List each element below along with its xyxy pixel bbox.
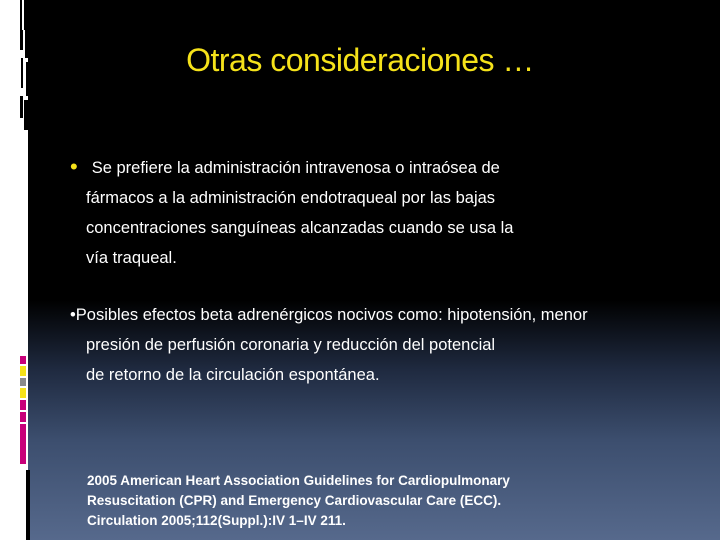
bullet-line: fármacos a la administración endotraqueal por las bajas bbox=[86, 189, 496, 207]
reference-citation bbox=[87, 471, 510, 531]
reference-line: Resuscitation (CPR) and Emergency Cardiovascular Care (ECC). bbox=[87, 493, 502, 508]
deco-square bbox=[20, 400, 26, 410]
deco-square bbox=[20, 388, 26, 398]
bullet-line bbox=[70, 151, 513, 183]
bullet-line: vía traqueal. bbox=[86, 249, 177, 267]
deco-stripe bbox=[26, 470, 30, 540]
deco-stripe bbox=[24, 0, 30, 30]
deco-stripe bbox=[20, 96, 23, 118]
slide-decoration bbox=[0, 0, 30, 540]
deco-stripe bbox=[24, 100, 30, 130]
bullet-text: Posibles efectos beta adrenérgicos nocivos como: hipotensión, menor bbox=[75, 306, 588, 324]
deco-square bbox=[20, 378, 26, 386]
deco-stripe bbox=[20, 0, 22, 30]
reference-line: 2005 American Heart Association Guidelines for Cardiopulmonary bbox=[87, 473, 510, 488]
deco-square bbox=[20, 366, 26, 376]
bullet-line: concentraciones sanguíneas alcanzadas cuando se usa la bbox=[86, 219, 514, 237]
slide-title: Otras consideraciones … bbox=[186, 42, 534, 78]
bullet-marker: • bbox=[70, 154, 78, 179]
bullet-line bbox=[70, 300, 588, 330]
bullet-line: presión de perfusión coronaria y reducción del potencial bbox=[86, 336, 496, 354]
bullet-block-2 bbox=[70, 300, 588, 390]
bullet-block-1 bbox=[70, 151, 513, 273]
bullet-line: de retorno de la circulación espontánea. bbox=[86, 366, 380, 384]
bullet-marker: • bbox=[70, 306, 76, 324]
reference-line: Circulation 2005;112(Suppl.):IV 1–IV 211. bbox=[87, 513, 346, 528]
deco-square bbox=[20, 356, 26, 364]
deco-square bbox=[20, 424, 26, 464]
bullet-text: Se prefiere la administración intravenosa o intraósea de bbox=[91, 159, 500, 177]
deco-square bbox=[20, 412, 26, 422]
